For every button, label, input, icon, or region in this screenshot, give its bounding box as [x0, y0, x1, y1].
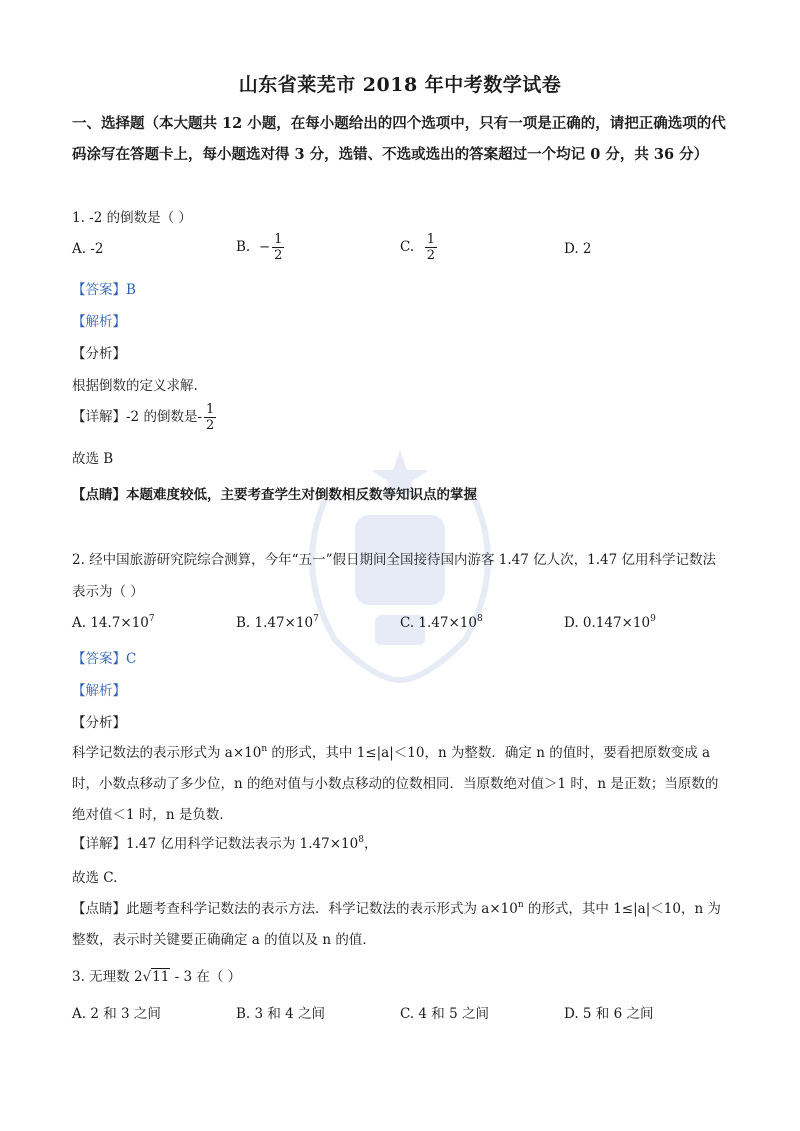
q1-option-d: D. 2: [564, 241, 592, 257]
q2-stem-line1: 2. 经中国旅游研究院综合测算，今年“五一”假日期间全国接待国内游客 1.47 亿人次，1.47 亿用科学记数法: [72, 552, 716, 568]
q1-dianjing: 【点睛】本题难度较低，主要考查学生对倒数相反数等知识点的掌握: [72, 487, 477, 503]
q2-detail: 【详解】1.47 亿用科学记数法表示为 $1.47\times 10^8$，: [72, 835, 378, 852]
q1-fenxi-tag: 【分析】: [72, 346, 126, 362]
q3-option-c: C. 4 和 5 之间: [400, 1006, 489, 1022]
q2-fenxi: 科学记数法的表示形式为 $a\times 10^n$ 的形式，其中 1≤|a|＜10，n 为整数．确定 n 的值时，要看把原数变成 a 时，小数点移动了多少位，n 的绝对值与小数点移动的位数相同．当原数绝对值＞1 时，n 是正数；当原数的绝对值＜1 时，n 是负数．: [72, 744, 719, 823]
q1-stem: 1. -2 的倒数是（ ）: [72, 210, 192, 226]
q2-answer: 【答案】C: [72, 651, 137, 667]
q2-analysis-tag: 【解析】: [72, 683, 126, 699]
q3-option-b: B. 3 和 4 之间: [236, 1006, 326, 1022]
q1-detail: 【详解】-2 的倒数是- $\frac{1}{2}$: [72, 402, 215, 433]
q3-option-a: A. 2 和 3 之间: [72, 1006, 161, 1022]
q2-option-a: A. $14.7\times 10^7$: [72, 614, 155, 631]
q2-fenxi-tag: 【分析】: [72, 715, 126, 731]
q1-option-a: A. -2: [72, 241, 104, 257]
q2-option-b: B. $1.47\times 10^7$: [236, 614, 319, 631]
q1-conclusion: 故选 B: [72, 451, 114, 467]
q2-option-c: C. $1.47\times 10^8$: [400, 614, 483, 631]
q3-option-d: D. 5 和 6 之间: [564, 1006, 654, 1022]
q1-fenxi: 根据倒数的定义求解.: [72, 378, 198, 394]
sqrt-symbol: √11: [142, 969, 170, 985]
q2-conclusion: 故选 C.: [72, 870, 118, 886]
q1-option-b: B. − $\frac{1}{2}$: [236, 232, 283, 263]
q1-analysis-tag: 【解析】: [72, 314, 126, 330]
q2-dianjing: 【点睛】此题考查科学记数法的表示方法．科学记数法的表示形式为 $a\times 10^n$ 的形式，其中 1≤|a|＜10，n 为整数，表示时关键要正确确定 a 的值以及 n 的值．: [72, 900, 721, 948]
q2-option-d: D. $0.147\times 10^9$: [564, 614, 656, 631]
q1-answer: 【答案】B: [72, 282, 136, 298]
section-header: 一、选择题（本大题共 12 小题，在每小题给出的四个选项中，只有一项是正确的，请把正确选项的代码涂写在答题卡上，每小题选对得 3 分，选错、不选或选出的答案超过一个均记 0 分，共 36 分）: [72, 115, 726, 163]
q2-stem-line2: 表示为（ ）: [72, 584, 144, 600]
page-title: 山东省莱芜市 2018 年中考数学试卷: [238, 74, 562, 96]
q3-stem: 3. 无理数 2√11 - 3 在（ ）: [72, 969, 242, 985]
q1-option-c: C. $\frac{1}{2}$: [400, 232, 436, 263]
